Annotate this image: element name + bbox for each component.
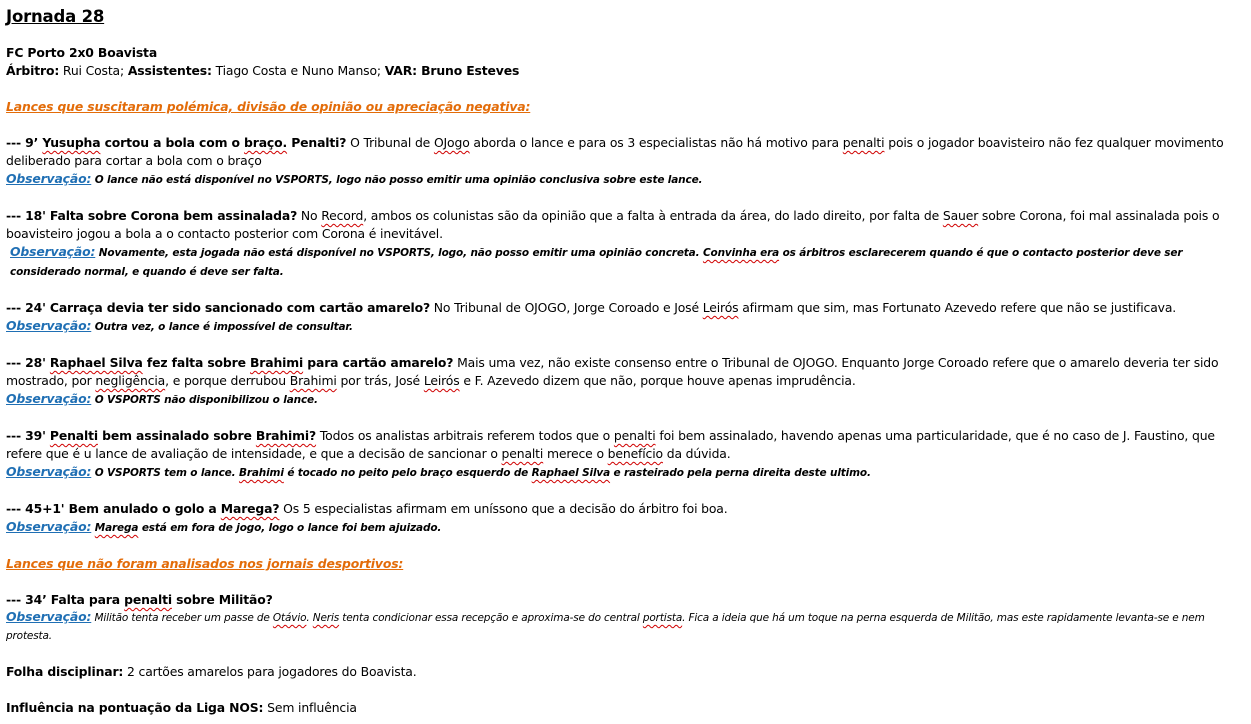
document-page: [6, 6, 1248, 717]
incident-9: --- 9’ Yusupha cortou a bola com o braço. Penalti? O Tribunal de OJogo aborda o lance e para os 3 especialistas não há motivo para penalti pois o jogador boavisteiro não fez qualquer movimento deliberado para cortar a bola com o braço: [6, 135, 1224, 168]
observation-34: Observação: Militão tenta receber um passe de Otávio. Neris tenta condicionar essa recepção e aproxima-se do central portista. Fica a ideia que há um toque na perna esquerda de Militão, mas este rapidamente levanta-se e nem protesta.: [6, 609, 1205, 642]
observation-18: Observação: Novamente, esta jogada não está disponível no VSPORTS, logo, não posso emitir uma opinião concreta. Convinha era os árbitros esclarecerem quando é que o contacto posterior deve ser considerado normal, e quando é deve ser falta.: [10, 244, 1183, 278]
incident-39: --- 39' Penalti bem assinalado sobre Brahimi? Todos os analistas arbitrais referem todos que o penalti foi bem assinalado, havendo apenas uma particularidade, que é no caso de J. Faustino, que refere que é u lance de avaliação de intensidade, e que a decisão de sancionar o penalti merece o benefício da dúvida.: [6, 428, 1215, 461]
observation-39: Observação: O VSPORTS tem o lance. Brahimi é tocado no peito pelo braço esquerdo de Raphael Silva e rasteirado pela perna direita deste ultimo.: [6, 464, 871, 479]
section-heading-controversial: Lances que suscitaram polémica, divisão de opinião ou apreciação negativa:: [6, 99, 531, 114]
incident-28: --- 28' Raphael Silva fez falta sobre Brahimi para cartão amarelo? Mais uma vez, não existe consenso entre o Tribunal de OJOGO. Enquanto Jorge Coroado refere que o amarelo deveria ter sido mostrado, por negligência, e porque derrubou Brahimi por trás, José Leirós e F. Azevedo dizem que não, porque houve apenas imprudência.: [6, 355, 1219, 388]
discipline-line: Folha disciplinar: 2 cartões amarelos para jogadores do Boavista.: [6, 664, 417, 679]
officials-line: Árbitro: Rui Costa; Assistentes: Tiago Costa e Nuno Manso; VAR: Bruno Esteves: [6, 63, 520, 78]
page-title: Jornada 28: [6, 7, 105, 26]
influence-line: Influência na pontuação da Liga NOS: Sem influência: [6, 700, 357, 715]
observation-9: Observação: O lance não está disponível no VSPORTS, logo não posso emitir uma opinião conclusiva sobre este lance.: [6, 171, 703, 186]
observation-45: Observação: Marega está em fora de jogo, logo o lance foi bem ajuizado.: [6, 519, 442, 534]
incident-18: --- 18' Falta sobre Corona bem assinalada? No Record, ambos os colunistas são da opinião que a falta à entrada da área, do lado direito, por falta de Sauer sobre Corona, foi mal assinalada pois o boavisteiro jogou a bola a o contacto posterior com Corona é inevitável.: [6, 208, 1220, 241]
match-line: FC Porto 2x0 Boavista: [6, 45, 158, 60]
observation-24: Observação: Outra vez, o lance é impossível de consultar.: [6, 318, 353, 333]
observation-28: Observação: O VSPORTS não disponibilizou o lance.: [6, 391, 318, 406]
incident-24: --- 24' Carraça devia ter sido sancionado com cartão amarelo? No Tribunal de OJOGO, Jorge Coroado e José Leirós afirmam que sim, mas Fortunato Azevedo refere que não se justificava.: [6, 300, 1177, 315]
incident-45: --- 45+1' Bem anulado o golo a Marega? Os 5 especialistas afirmam em uníssono que a decisão do árbitro foi boa.: [6, 501, 728, 516]
section-heading-not-analysed: Lances que não foram analisados nos jornais desportivos:: [6, 556, 404, 571]
incident-34: --- 34’ Falta para penalti sobre Militão?: [6, 592, 273, 607]
